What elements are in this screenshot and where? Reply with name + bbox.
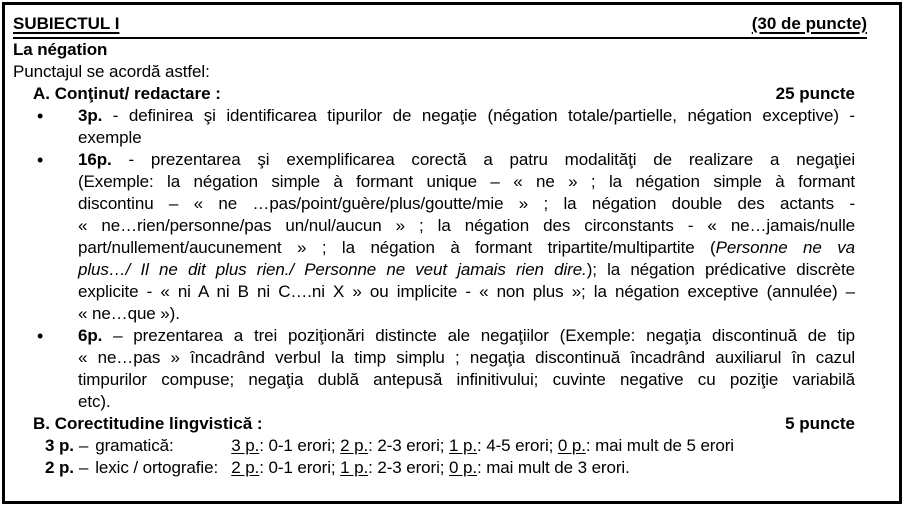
page-content <box>5 5 899 501</box>
section-a-header <box>33 83 855 105</box>
text-run: part/nullement/aucunement » ; la négation à formant tripartite/multipartite ( <box>78 238 716 257</box>
section-a-label: A. Conţinut/ redactare : <box>33 84 221 103</box>
subject-points: (30 de puncte) <box>751 14 867 33</box>
text-run: - definirea şi identificarea tipurilor de negaţie (négation totale/partielle, négation exceptive) - <box>102 106 855 125</box>
paragraph-line <box>78 171 855 193</box>
text-run: plus…/ Il ne dit plus rien./ Personne ne veut jamais rien dire. <box>78 260 587 279</box>
section-b-label: B. Corectitudine lingvistică : <box>33 414 263 433</box>
paragraph-line <box>78 369 855 391</box>
text-run: - prezentarea şi exemplificarea corectă a patru modalităţi de realizare a negaţiei <box>111 150 855 169</box>
paragraph-line <box>78 215 855 237</box>
bullet-icon: • <box>37 106 44 126</box>
text-run: ); la négation prédicative discrète <box>586 260 855 279</box>
text-run: : 0-1 erori; <box>259 458 341 477</box>
grading-row-grammar <box>45 435 855 457</box>
text-run: : mai mult de 5 erori <box>585 436 734 455</box>
text-run: discontinu – « ne …pas/point/guère/plus/goutte/mie » ; la négation double des actants - <box>78 194 855 213</box>
paragraph-line <box>78 303 855 325</box>
text-run: – prezentarea a trei poziţionări distincte ale negaţiilor (Exemple: negaţia discontinuă de tip <box>102 326 855 345</box>
bullet-paragraph-3p <box>37 105 855 149</box>
paragraph-line <box>78 193 855 215</box>
paragraph-line <box>78 391 855 413</box>
grading-dash: – <box>78 458 89 477</box>
intro-text: Punctajul se acordă astfel: <box>13 62 210 81</box>
grading-dash: – <box>78 436 89 455</box>
text-run: : mai mult de 3 erori. <box>476 458 630 477</box>
text-run: 3p. <box>78 106 103 125</box>
paragraph-line <box>78 259 855 281</box>
text-run: etc). <box>78 392 111 411</box>
grading-category: lexic / ortografie: <box>95 458 219 477</box>
grading-scale <box>231 457 855 479</box>
text-run: 1 p. <box>449 436 477 455</box>
grading-category: gramatică: <box>95 436 174 455</box>
text-run: : 4-5 erori; <box>476 436 558 455</box>
section-b-points: 5 puncte <box>785 414 855 433</box>
grading-scale <box>231 435 855 457</box>
text-run: 3 p. <box>231 436 260 455</box>
grading-row-lexic <box>45 457 855 479</box>
bullet-icon: • <box>37 150 44 170</box>
text-run: 16p. <box>78 150 112 169</box>
text-run: « ne…pas » încadrând verbul la timp simplu ; negaţia discontinuă încadrând auxiliarul în cazul <box>78 348 855 367</box>
text-run: (Exemple: la négation simple à formant unique – « ne » ; la négation simple à formant <box>78 172 855 191</box>
paragraph-line <box>78 237 855 259</box>
paragraph-line <box>78 281 855 303</box>
subject-title: SUBIECTUL I <box>13 14 120 33</box>
section-a-points: 25 puncte <box>775 84 855 103</box>
section-b-header <box>33 413 855 435</box>
paragraph-line <box>78 347 855 369</box>
bullet-16p-lines <box>78 149 855 325</box>
bullet-3p-lines <box>78 105 855 149</box>
document-header <box>13 13 867 39</box>
text-run: 0 p. <box>449 458 477 477</box>
bullet-icon: • <box>37 326 44 346</box>
text-run: « ne…que »). <box>78 304 180 323</box>
text-run: : 2-3 erori; <box>368 436 449 455</box>
text-run: 2 p. <box>340 436 369 455</box>
text-run: timpurilor compuse; negaţia dublă antepusă infinitivului; cuvinte negative cu poziţie variabilă <box>78 370 855 389</box>
text-run: 0 p. <box>557 436 586 455</box>
paragraph-line <box>78 325 855 347</box>
text-run: 2 p. <box>231 458 260 477</box>
topic-title: La négation <box>13 40 108 59</box>
grading-points: 2 p. <box>45 458 74 477</box>
text-run: 6p. <box>78 326 103 345</box>
text-run: : 2-3 erori; <box>368 458 449 477</box>
text-run: exemple <box>78 128 142 147</box>
text-run: « ne…rien/personne/pas un/nul/aucun » ; la négation des circonstants - « ne…jamais/nulle <box>78 216 855 235</box>
paragraph-line <box>78 105 855 127</box>
bullet-paragraph-6p <box>37 325 855 413</box>
paragraph-line <box>78 149 855 171</box>
grading-points: 3 p. <box>45 436 74 455</box>
text-run: 1 p. <box>340 458 369 477</box>
paragraph-line <box>78 127 855 149</box>
bullet-6p-lines <box>78 325 855 413</box>
text-run: Personne ne va <box>715 238 856 257</box>
text-run: explicite - « ni A ni B ni C….ni X » ou implicite - « non plus »; la négation exceptive (annulée) – <box>78 282 855 301</box>
bullet-paragraph-16p <box>37 149 856 325</box>
text-run: : 0-1 erori; <box>259 436 341 455</box>
